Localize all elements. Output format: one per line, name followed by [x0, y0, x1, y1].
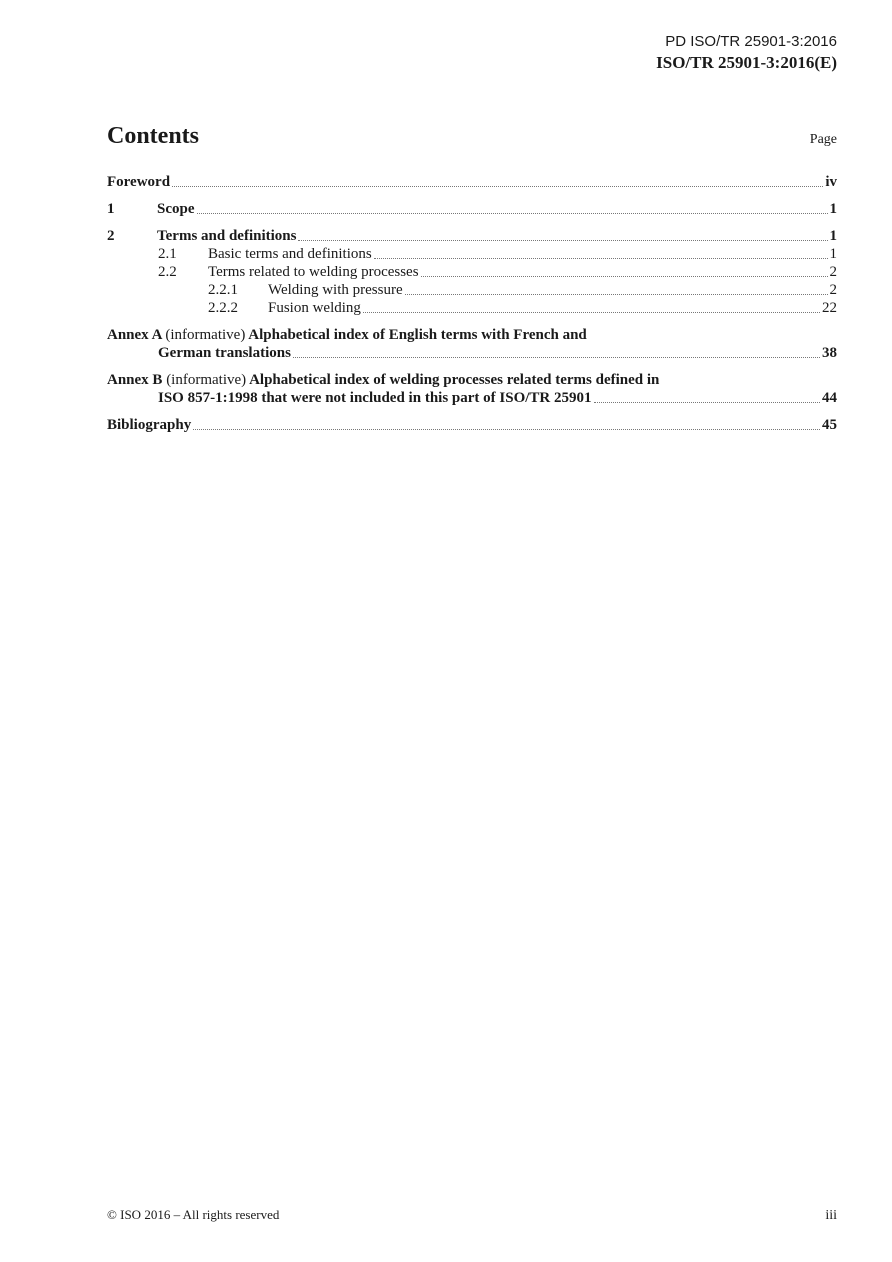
annex-label: Annex A [107, 327, 162, 343]
page-footer [107, 1207, 837, 1224]
toc-entry-2-2[interactable] [107, 263, 837, 281]
annex-title-line2: ISO 857-1:1998 that were not included in this part of ISO/TR 25901 [158, 390, 592, 406]
annex-label: Annex B [107, 372, 163, 388]
annex-informative: (informative) [165, 327, 246, 343]
toc-entry-annex-b[interactable] [107, 371, 837, 407]
dot-leader [193, 429, 820, 430]
toc-title: Bibliography [107, 417, 192, 433]
toc-number: 1 [107, 201, 115, 217]
dot-leader [405, 294, 828, 295]
page-title: Contents [107, 123, 200, 149]
toc-page: 1 [829, 201, 837, 217]
annex-title-line2: German translations [158, 345, 291, 361]
toc-entry-2-2-2[interactable] [107, 299, 837, 317]
dot-leader [293, 357, 820, 358]
contents-heading [107, 123, 837, 150]
toc-title: Scope [157, 201, 195, 217]
toc-title: Fusion welding [268, 300, 361, 316]
annex-b-line2 [107, 389, 837, 407]
annex-informative: (informative) [166, 372, 247, 388]
toc-number: 2 [107, 228, 115, 244]
dot-leader [298, 240, 827, 241]
annex-a-line2 [107, 344, 837, 362]
toc-page: 2 [829, 264, 837, 280]
toc-title: Basic terms and definitions [208, 246, 372, 262]
toc-page: 38 [822, 345, 837, 361]
toc-entry-bibliography[interactable] [107, 416, 837, 434]
toc-page: 22 [822, 300, 837, 316]
dot-leader [363, 312, 820, 313]
iso-reference: ISO/TR 25901-3:2016(E) [656, 53, 837, 72]
toc-entry-foreword[interactable] [107, 173, 837, 191]
toc-entry-scope[interactable] [107, 200, 837, 218]
toc-number: 2.1 [158, 246, 177, 262]
toc-entry-terms-and-definitions[interactable] [107, 227, 837, 245]
toc-page: 45 [822, 417, 837, 433]
page-number: iii [825, 1208, 837, 1223]
toc-number: 2.2 [158, 264, 177, 280]
annex-b-line1 [107, 371, 837, 389]
toc-title: Welding with pressure [268, 282, 403, 298]
table-of-contents [107, 173, 837, 434]
toc-page: iv [825, 174, 837, 190]
toc-number: 2.2.2 [208, 300, 238, 316]
document-header [656, 32, 837, 74]
copyright-notice: © ISO 2016 – All rights reserved [107, 1207, 280, 1222]
annex-title-line1: Alphabetical index of welding processes related terms defined in [249, 372, 660, 388]
dot-leader [172, 186, 823, 187]
page-column-label: Page [809, 132, 837, 147]
dot-leader [374, 258, 828, 259]
annex-a-line1 [107, 326, 837, 344]
toc-title: Foreword [107, 174, 171, 190]
pd-reference: PD ISO/TR 25901-3:2016 [665, 33, 837, 50]
annex-title-line1: Alphabetical index of English terms with French and [248, 327, 587, 343]
toc-entry-annex-a[interactable] [107, 326, 837, 362]
toc-page: 1 [829, 246, 837, 262]
dot-leader [421, 276, 828, 277]
toc-page: 1 [829, 228, 837, 244]
toc-title: Terms and definitions [157, 228, 297, 244]
toc-number: 2.2.1 [208, 282, 238, 298]
toc-page: 2 [829, 282, 837, 298]
dot-leader [594, 402, 820, 403]
dot-leader [197, 213, 828, 214]
toc-page: 44 [822, 390, 837, 406]
toc-entry-2-2-1[interactable] [107, 281, 837, 299]
toc-entry-2-1[interactable] [107, 245, 837, 263]
toc-title: Terms related to welding processes [208, 264, 419, 280]
